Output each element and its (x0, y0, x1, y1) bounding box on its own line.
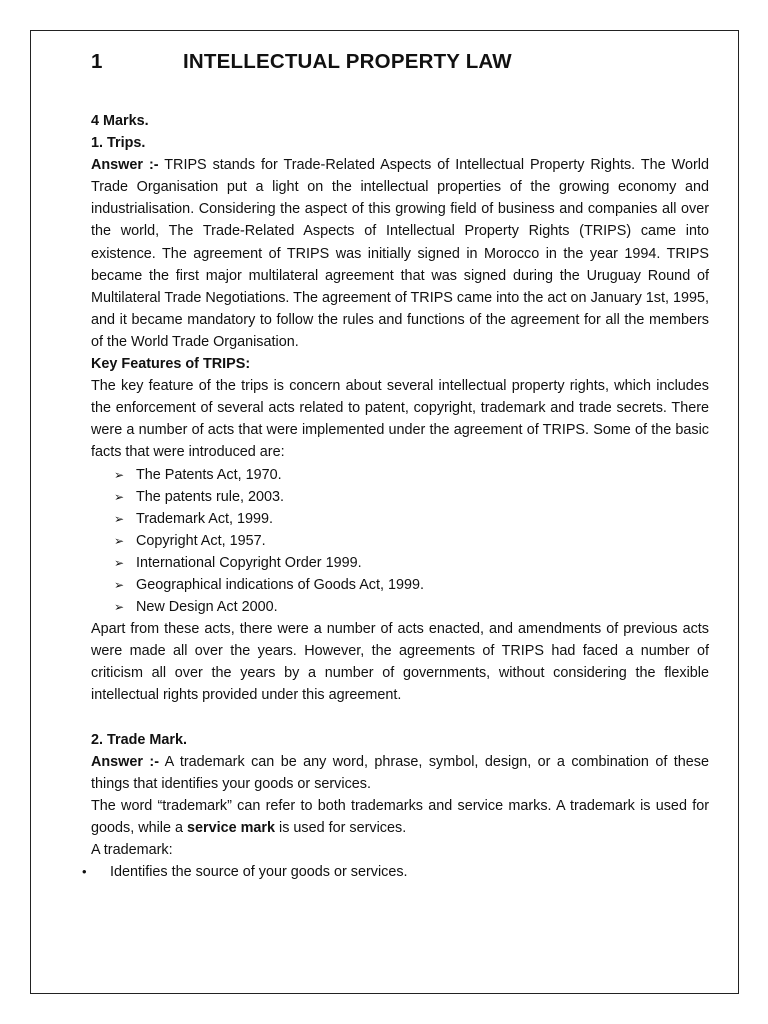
trademark-bullet-list (79, 861, 709, 883)
list-item (114, 508, 709, 530)
list-item-text: The patents rule, 2003. (136, 488, 285, 505)
definition-end: is used for services. (275, 820, 407, 836)
definition-start: The word “trademark” can refer to both trademarks and service marks. A trademark is used for goods, while a (91, 797, 709, 836)
question-1-closing: Apart from these acts, there were a number of acts enacted, and amendments of previous acts were made all over the years. However, the agreements of TRIPS had faced a number of criticism all over the years by a number of governments, without considering the flexible intellectual rights provided under this agreement. (91, 621, 709, 704)
chapter-number: 1 (91, 50, 103, 73)
list-item (114, 464, 709, 486)
arrowhead-icon: ➢ (114, 533, 125, 548)
answer-label: Answer :- (91, 753, 159, 770)
trademark-definition (91, 795, 709, 839)
document-page (30, 30, 739, 994)
chapter-heading (91, 51, 709, 81)
question-2-title: 2. Trade Mark. (91, 731, 187, 748)
answer-text: A trademark can be any word, phrase, symbol, design, or a combination of these things that identifies your goods or services. (91, 753, 709, 792)
list-item (114, 486, 709, 508)
arrowhead-icon: ➢ (114, 489, 125, 504)
arrowhead-icon: ➢ (114, 511, 125, 526)
answer-label: Answer :- (91, 157, 159, 174)
list-item-text: The Patents Act, 1970. (136, 466, 282, 483)
list-item (79, 861, 709, 883)
section-gap (91, 707, 709, 729)
arrowhead-icon: ➢ (114, 555, 125, 570)
document-body (82, 110, 709, 883)
list-item-text: Identifies the source of your goods or services. (110, 864, 408, 881)
list-item-text: International Copyright Order 1999. (136, 554, 362, 571)
question-1-answer (91, 154, 709, 353)
list-item-text: Geographical indications of Goods Act, 1999. (136, 576, 424, 593)
list-item (114, 574, 709, 596)
list-item-text: Copyright Act, 1957. (136, 532, 266, 549)
marks-label: 4 Marks. (91, 113, 149, 129)
arrowhead-icon: ➢ (114, 600, 125, 615)
acts-list (114, 464, 709, 619)
question-1-title: 1. Trips. (91, 135, 146, 152)
question-2-answer (91, 751, 709, 795)
chapter-title: INTELLECTUAL PROPERTY LAW (183, 50, 512, 73)
list-item (114, 530, 709, 552)
service-mark-term: service mark (187, 820, 276, 836)
answer-text: TRIPS stands for Trade-Related Aspects of Intellectual Property Rights. The World Trade Organisation put a light on the intellectual properties of the growing economy and industrialisation. Considering the aspect of this growing field of business and companies all over the world, The Trade-Related Aspects of Intellectual Property Rights (TRIPS) came into existence. The agreement of TRIPS was initially signed in Morocco in the year 1994. TRIPS became the first major multilateral agreement that was signed during the Uruguay Round of Multilateral Trade Negotiations. The agreement of TRIPS came into the act on January 1st, 1995, and it became mandatory to follow the rules and functions of the agreement for all the members of the World Trade Organisation. (91, 157, 709, 350)
list-item (114, 552, 709, 574)
arrowhead-icon: ➢ (114, 577, 125, 592)
trademark-list-intro: A trademark: (91, 842, 173, 859)
arrowhead-icon: ➢ (114, 467, 125, 482)
key-features-heading: Key Features of TRIPS: (91, 356, 251, 373)
list-item (114, 596, 709, 618)
key-features-intro: The key feature of the trips is concern about several intellectual property rights, which includes the enforcement of several acts related to patent, copyright, trademark and trade secrets. There were a number of acts that were implemented under the agreement of TRIPS. Some of the basic facts that were introduced are: (91, 378, 709, 461)
list-item-text: New Design Act 2000. (136, 599, 278, 616)
round-bullet-icon: • (82, 864, 87, 880)
list-item-text: Trademark Act, 1999. (136, 510, 274, 527)
